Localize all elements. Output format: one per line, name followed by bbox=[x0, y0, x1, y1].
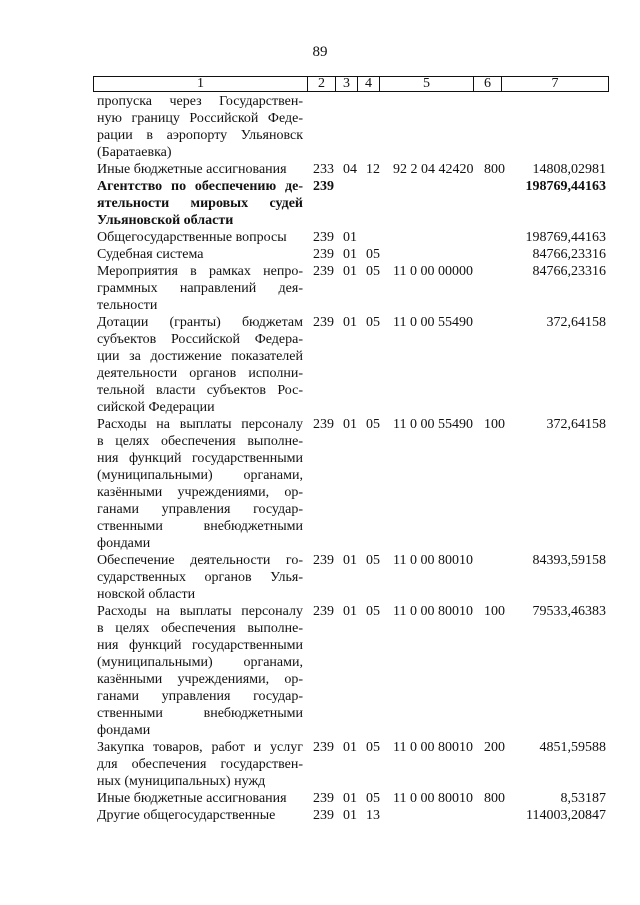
cell-c5: 11 0 00 80010 bbox=[393, 740, 473, 755]
cell-c7: 198769,44163 bbox=[525, 230, 606, 245]
description-line: (Баратаевка) bbox=[97, 145, 172, 160]
description-line: деятельности органов исполни- bbox=[97, 366, 303, 381]
description-line: (муниципальными) органами, bbox=[97, 655, 303, 670]
description-line: фондами bbox=[97, 723, 151, 738]
cell-c3: 01 bbox=[343, 264, 357, 279]
cell-c3: 01 bbox=[343, 315, 357, 330]
header-col-1: 1 bbox=[94, 77, 308, 91]
row-description bbox=[97, 416, 303, 552]
cell-c3: 01 bbox=[343, 808, 357, 823]
description-line: ния функций государственными bbox=[97, 638, 303, 653]
cell-c3: 01 bbox=[343, 791, 357, 806]
cell-c7: 8,53187 bbox=[560, 791, 606, 806]
cell-c2: 239 bbox=[313, 264, 334, 279]
row-description bbox=[97, 603, 303, 739]
row-description bbox=[97, 178, 303, 229]
cell-c4: 13 bbox=[366, 808, 380, 823]
description-line: Мероприятия в рамках непро- bbox=[97, 264, 303, 279]
cell-c4: 05 bbox=[366, 315, 380, 330]
table-row bbox=[0, 246, 640, 263]
description-line: Иные бюджетные ассигнования bbox=[97, 791, 287, 806]
row-description bbox=[97, 314, 303, 416]
description-line: ных (муниципальных) нужд bbox=[97, 774, 266, 789]
cell-c3: 01 bbox=[343, 604, 357, 619]
cell-c3: 01 bbox=[343, 553, 357, 568]
cell-c7: 84766,23316 bbox=[532, 264, 606, 279]
table-header bbox=[93, 76, 609, 92]
table-row bbox=[0, 178, 640, 229]
cell-c6: 200 bbox=[484, 740, 505, 755]
cell-c4: 05 bbox=[366, 740, 380, 755]
description-line: Расходы на выплаты персоналу bbox=[97, 604, 303, 619]
cell-c7: 114003,20847 bbox=[526, 808, 606, 823]
row-description bbox=[97, 739, 303, 790]
description-line: ятельности мировых судей bbox=[97, 196, 303, 211]
description-line: Дотации (гранты) бюджетам bbox=[97, 315, 303, 330]
cell-c7: 84766,23316 bbox=[532, 247, 606, 262]
cell-c4: 05 bbox=[366, 417, 380, 432]
table-row bbox=[0, 229, 640, 246]
cell-c4: 05 bbox=[366, 604, 380, 619]
description-line: пропуска через Государствен- bbox=[97, 94, 303, 109]
cell-c3: 01 bbox=[343, 247, 357, 262]
cell-c3: 01 bbox=[343, 230, 357, 245]
table-row bbox=[0, 603, 640, 739]
cell-c2: 239 bbox=[313, 179, 334, 194]
table-row bbox=[0, 739, 640, 790]
header-col-5: 5 bbox=[380, 77, 474, 91]
cell-c4: 12 bbox=[366, 162, 380, 177]
cell-c5: 11 0 00 55490 bbox=[393, 417, 473, 432]
cell-c4: 05 bbox=[366, 791, 380, 806]
description-line: тельной власти субъектов Рос- bbox=[97, 383, 303, 398]
cell-c5: 11 0 00 80010 bbox=[393, 791, 473, 806]
description-line: Обеспечение деятельности го- bbox=[97, 553, 303, 568]
description-line: ственными внебюджетными bbox=[97, 519, 303, 534]
description-line: новской области bbox=[97, 587, 196, 602]
header-col-7: 7 bbox=[551, 76, 559, 91]
description-line: Ульяновской области bbox=[97, 213, 234, 228]
description-line: ственными внебюджетными bbox=[97, 706, 303, 721]
description-line: казёнными учреждениями, ор- bbox=[97, 672, 303, 687]
cell-c2: 239 bbox=[313, 791, 334, 806]
cell-c7: 372,64158 bbox=[546, 417, 606, 432]
row-description bbox=[97, 263, 303, 314]
cell-c6: 100 bbox=[484, 417, 505, 432]
row-description bbox=[97, 790, 303, 807]
description-line: для обеспечения государствен- bbox=[97, 757, 303, 772]
description-line: ганами управления государ- bbox=[97, 502, 303, 517]
table-row bbox=[0, 790, 640, 807]
description-line: фондами bbox=[97, 536, 151, 551]
cell-c5: 11 0 00 55490 bbox=[393, 315, 473, 330]
table-row bbox=[0, 552, 640, 603]
description-line: Общегосударственные вопросы bbox=[97, 230, 287, 245]
cell-c7: 79533,46383 bbox=[532, 604, 606, 619]
cell-c6: 100 bbox=[484, 604, 505, 619]
header-col-6: 6 bbox=[474, 77, 502, 91]
cell-c6: 800 bbox=[484, 162, 505, 177]
row-description bbox=[97, 246, 303, 263]
table-row bbox=[0, 263, 640, 314]
description-line: Расходы на выплаты персоналу bbox=[97, 417, 303, 432]
cell-c7: 14808,02981 bbox=[532, 162, 606, 177]
description-line: ганами управления государ- bbox=[97, 689, 303, 704]
table-row bbox=[0, 93, 640, 161]
cell-c5: 11 0 00 00000 bbox=[393, 264, 473, 279]
description-line: сийской Федерации bbox=[97, 400, 215, 415]
description-line: в целях обеспечения выполне- bbox=[97, 434, 303, 449]
description-line: казёнными учреждениями, ор- bbox=[97, 485, 303, 500]
cell-c2: 239 bbox=[313, 230, 334, 245]
description-line: Иные бюджетные ассигнования bbox=[97, 162, 287, 177]
cell-c2: 239 bbox=[313, 315, 334, 330]
row-description bbox=[97, 807, 303, 824]
page-number: 89 bbox=[312, 44, 328, 60]
description-line: сударственных органов Улья- bbox=[97, 570, 303, 585]
cell-c2: 239 bbox=[313, 247, 334, 262]
cell-c5: 92 2 04 42420 bbox=[393, 162, 474, 177]
cell-c4: 05 bbox=[366, 247, 380, 262]
description-line: субъектов Российской Федера- bbox=[97, 332, 303, 347]
description-line: Другие общегосударственные bbox=[97, 808, 276, 823]
header-col-4: 4 bbox=[358, 77, 380, 91]
cell-c4: 05 bbox=[366, 553, 380, 568]
cell-c3: 04 bbox=[343, 162, 357, 177]
cell-c3: 01 bbox=[343, 740, 357, 755]
table-row bbox=[0, 161, 640, 178]
cell-c2: 233 bbox=[313, 162, 334, 177]
description-line: ния функций государственными bbox=[97, 451, 303, 466]
header-col-3: 3 bbox=[336, 77, 358, 91]
cell-c7: 198769,44163 bbox=[525, 179, 606, 194]
table-row bbox=[0, 807, 640, 824]
description-line: Судебная система bbox=[97, 247, 204, 262]
cell-c7: 84393,59158 bbox=[532, 553, 606, 568]
description-line: (муниципальными) органами, bbox=[97, 468, 303, 483]
cell-c2: 239 bbox=[313, 740, 334, 755]
table-body bbox=[0, 93, 640, 824]
description-line: ную границу Российской Феде- bbox=[97, 111, 303, 126]
row-description bbox=[97, 229, 303, 246]
cell-c7: 4851,59588 bbox=[539, 740, 606, 755]
description-line: тельности bbox=[97, 298, 158, 313]
header-col-2: 2 bbox=[308, 77, 336, 91]
description-line: граммных направлений дея- bbox=[97, 281, 303, 296]
description-line: ции за достижение показателей bbox=[97, 349, 303, 364]
description-line: Агентство по обеспечению де- bbox=[97, 179, 303, 194]
table-row bbox=[0, 314, 640, 416]
cell-c2: 239 bbox=[313, 808, 334, 823]
cell-c7: 372,64158 bbox=[546, 315, 606, 330]
row-description bbox=[97, 93, 303, 161]
row-description bbox=[97, 161, 303, 178]
cell-c2: 239 bbox=[313, 417, 334, 432]
cell-c4: 05 bbox=[366, 264, 380, 279]
cell-c5: 11 0 00 80010 bbox=[393, 604, 473, 619]
description-line: в целях обеспечения выполне- bbox=[97, 621, 303, 636]
cell-c6: 800 bbox=[484, 791, 505, 806]
description-line: рации в аэропорту Ульяновск bbox=[97, 128, 303, 143]
table-row bbox=[0, 416, 640, 552]
cell-c5: 11 0 00 80010 bbox=[393, 553, 473, 568]
cell-c2: 239 bbox=[313, 604, 334, 619]
cell-c3: 01 bbox=[343, 417, 357, 432]
description-line: Закупка товаров, работ и услуг bbox=[97, 740, 303, 755]
cell-c2: 239 bbox=[313, 553, 334, 568]
row-description bbox=[97, 552, 303, 603]
